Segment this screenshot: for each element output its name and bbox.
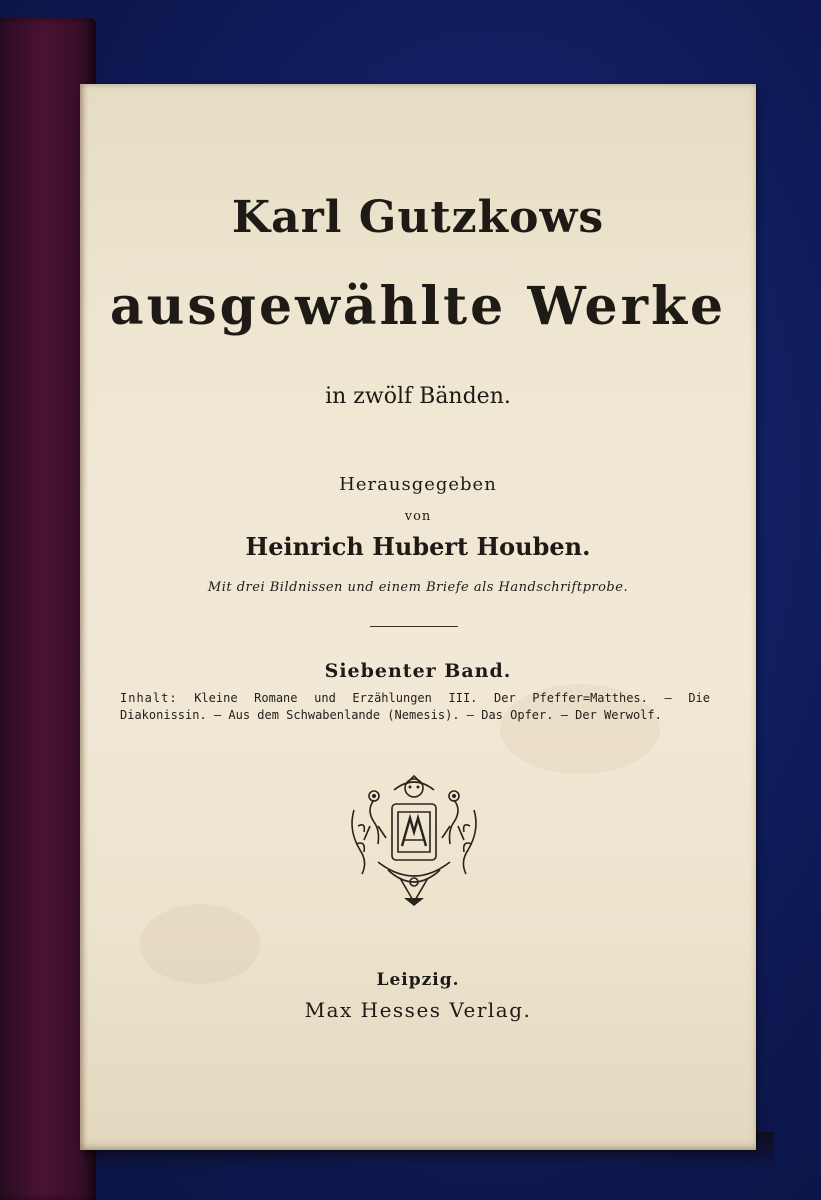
- publisher-city: Leipzig.: [376, 970, 460, 990]
- divider-rule: [370, 626, 458, 627]
- edited-by-label: Herausgegeben: [339, 474, 497, 495]
- editor-name: Heinrich Hubert Houben.: [245, 532, 591, 561]
- von-label: von: [404, 509, 432, 524]
- author-name: Karl Gutzkows: [231, 192, 605, 243]
- contents-label: Inhalt:: [120, 691, 178, 705]
- volume-number: Siebenter Band.: [324, 660, 512, 682]
- contents-text: Kleine Romane und Erzählungen III. Der Pfeffer=Matthes. — Die Diakonissin. — Aus dem Schwabenlande (Nemesis). — Das Opfer. — Der Werwolf.: [120, 691, 711, 722]
- book-title: ausgewählte Werke: [109, 276, 727, 337]
- portraits-note: Mit drei Bildnissen und einem Briefe als Handschriftprobe.: [207, 580, 629, 595]
- publisher-emblem-icon: [344, 770, 484, 908]
- volumes-note: in zwölf Bänden.: [325, 384, 511, 409]
- publisher-name: Max Hesses Verlag.: [304, 998, 532, 1022]
- title-page: [80, 84, 756, 1150]
- contents-block: [120, 690, 710, 724]
